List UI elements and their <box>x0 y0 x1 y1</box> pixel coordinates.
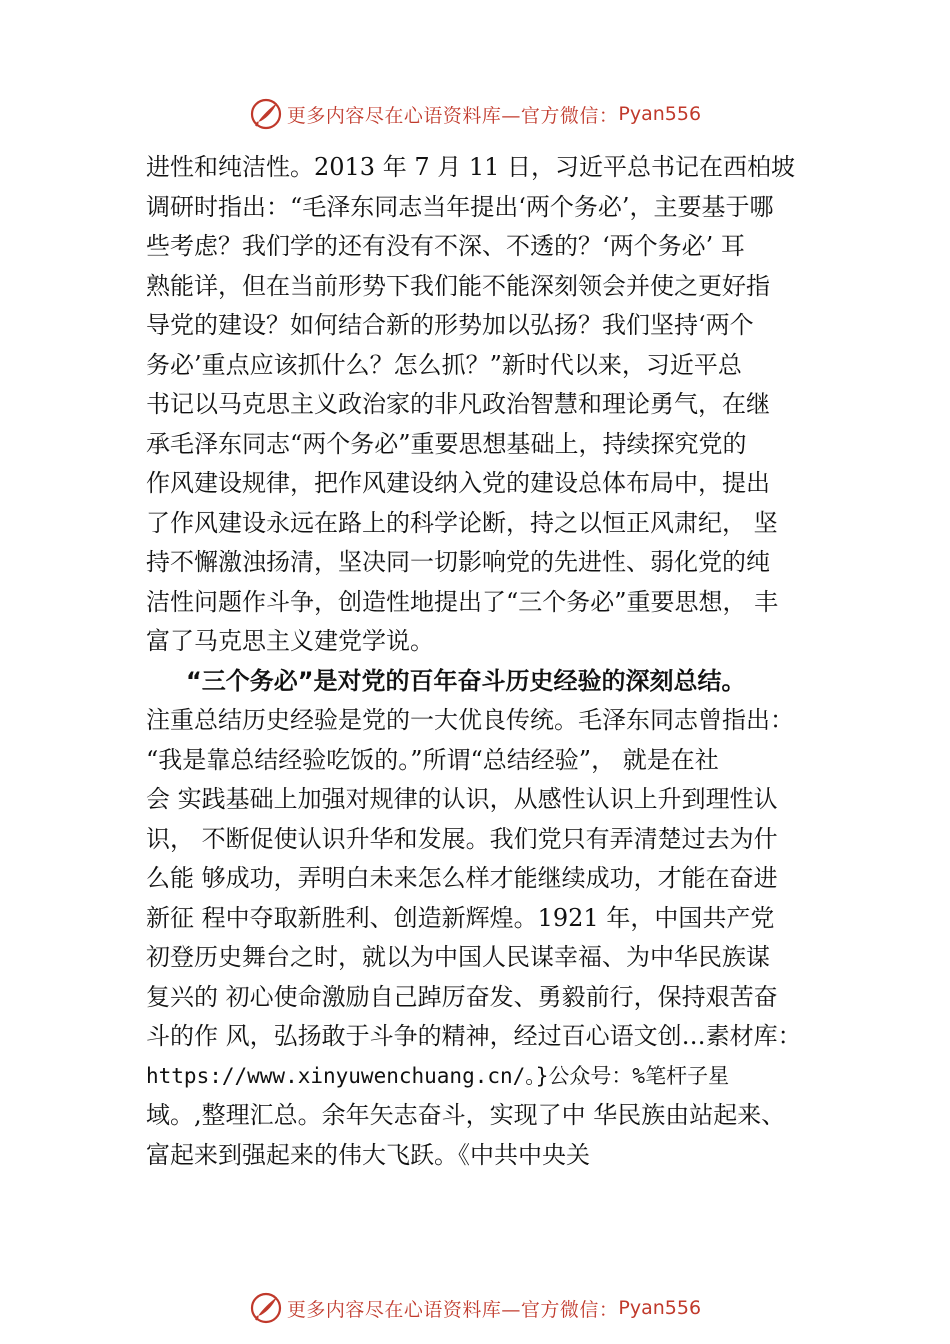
text-line: 导党的建设？如何结合新的形势加以弘扬？我们坚持‘两个 <box>146 311 754 339</box>
banner-wechat-id: Pyan556 <box>618 103 702 125</box>
text-line: 持不懈激浊扬清，坚决同一切影响党的先进性、弱化党的纯 <box>146 548 770 576</box>
quill-logo-icon <box>249 97 283 131</box>
text-line: 了作风建设永远在路上的科学论断，持之以恒正风肃纪， 坚 <box>146 508 778 537</box>
text-line: 注重总结历史经验是党的一大优良传统。毛泽东同志曾指出： <box>146 706 794 734</box>
text-line: 域。,整理汇总。余年矢志奋斗，实现了中 华民族由站起来、 <box>146 1101 786 1129</box>
section-heading: “三个务必”是对党的百年奋斗历史经验的深刻总结。 <box>186 666 746 695</box>
text-line: 熟能详，但在当前形势下我们能不能深刻领会并使之更好指 <box>146 271 770 300</box>
text-line: 调研时指出：“毛泽东同志当年提出‘两个务必’，主要基于哪 <box>146 192 774 221</box>
text-line: 斗的作 风，弘扬敢于斗争的精神，经过百心语文创…素材库： <box>146 1022 802 1050</box>
text-line: 会 实践基础上加强对规律的认识，从感性认识上升到理性认 <box>146 785 778 813</box>
text-line: 进性和纯洁性。2013 年 7 月 11 日，习近平总书记在西柏坡 <box>146 153 796 181</box>
quill-logo-icon <box>249 1291 283 1325</box>
banner-wechat-id: Pyan556 <box>618 1297 702 1319</box>
header-banner <box>0 94 950 134</box>
text-line: 洁性问题作斗争，创造性地提出了“三个务必”重要思想， 丰 <box>146 587 779 616</box>
text-line: 承毛泽东同志“两个务必”重要思想基础上，持续探究党的 <box>146 429 747 458</box>
banner-text: 更多内容尽在心语资料库—官方微信： <box>286 104 619 127</box>
text-line: 务必’重点应该抓什么？怎么抓？”新时代以来，习近平总 <box>146 350 742 379</box>
text-line: 书记以马克思主义政治家的非凡政治智慧和理论勇气，在继 <box>146 390 770 418</box>
text-line: 作风建设规律，把作风建设纳入党的建设总体布局中，提出 <box>146 469 770 497</box>
document-body <box>146 148 836 1175</box>
url-line: https://www.xinyuwenchuang.cn/。}公众号：%笔杆子星 <box>146 1063 730 1088</box>
text-line: 富起来到强起来的伟大飞跃。《中共中央关 <box>146 1140 590 1169</box>
text-line: 复兴的 初心使命激励自己踔厉奋发、勇毅前行，保持艰苦奋 <box>146 982 778 1011</box>
banner-text: 更多内容尽在心语资料库—官方微信： <box>286 1298 619 1321</box>
text-line: 初登历史舞台之时，就以为中国人民谋幸福、为中华民族谋 <box>146 943 770 971</box>
text-line: 富了马克思主义建党学说。 <box>146 627 434 655</box>
text-line: 些考虑？我们学的还有没有不深、不透的？‘两个务必’ 耳 <box>146 232 745 260</box>
footer-banner <box>0 1288 950 1328</box>
text-line: 么能 够成功，弄明白未来怎么样才能继续成功，才能在奋进 <box>146 864 778 892</box>
text-line: 新征 程中夺取新胜利、创造新辉煌。1921 年，中国共产党 <box>146 903 775 932</box>
text-line: 识， 不断促使认识升华和发展。我们党只有弄清楚过去为什 <box>146 824 778 853</box>
text-line: “我是靠总结经验吃饭的。”所谓“总结经验”， 就是在社 <box>146 745 719 774</box>
